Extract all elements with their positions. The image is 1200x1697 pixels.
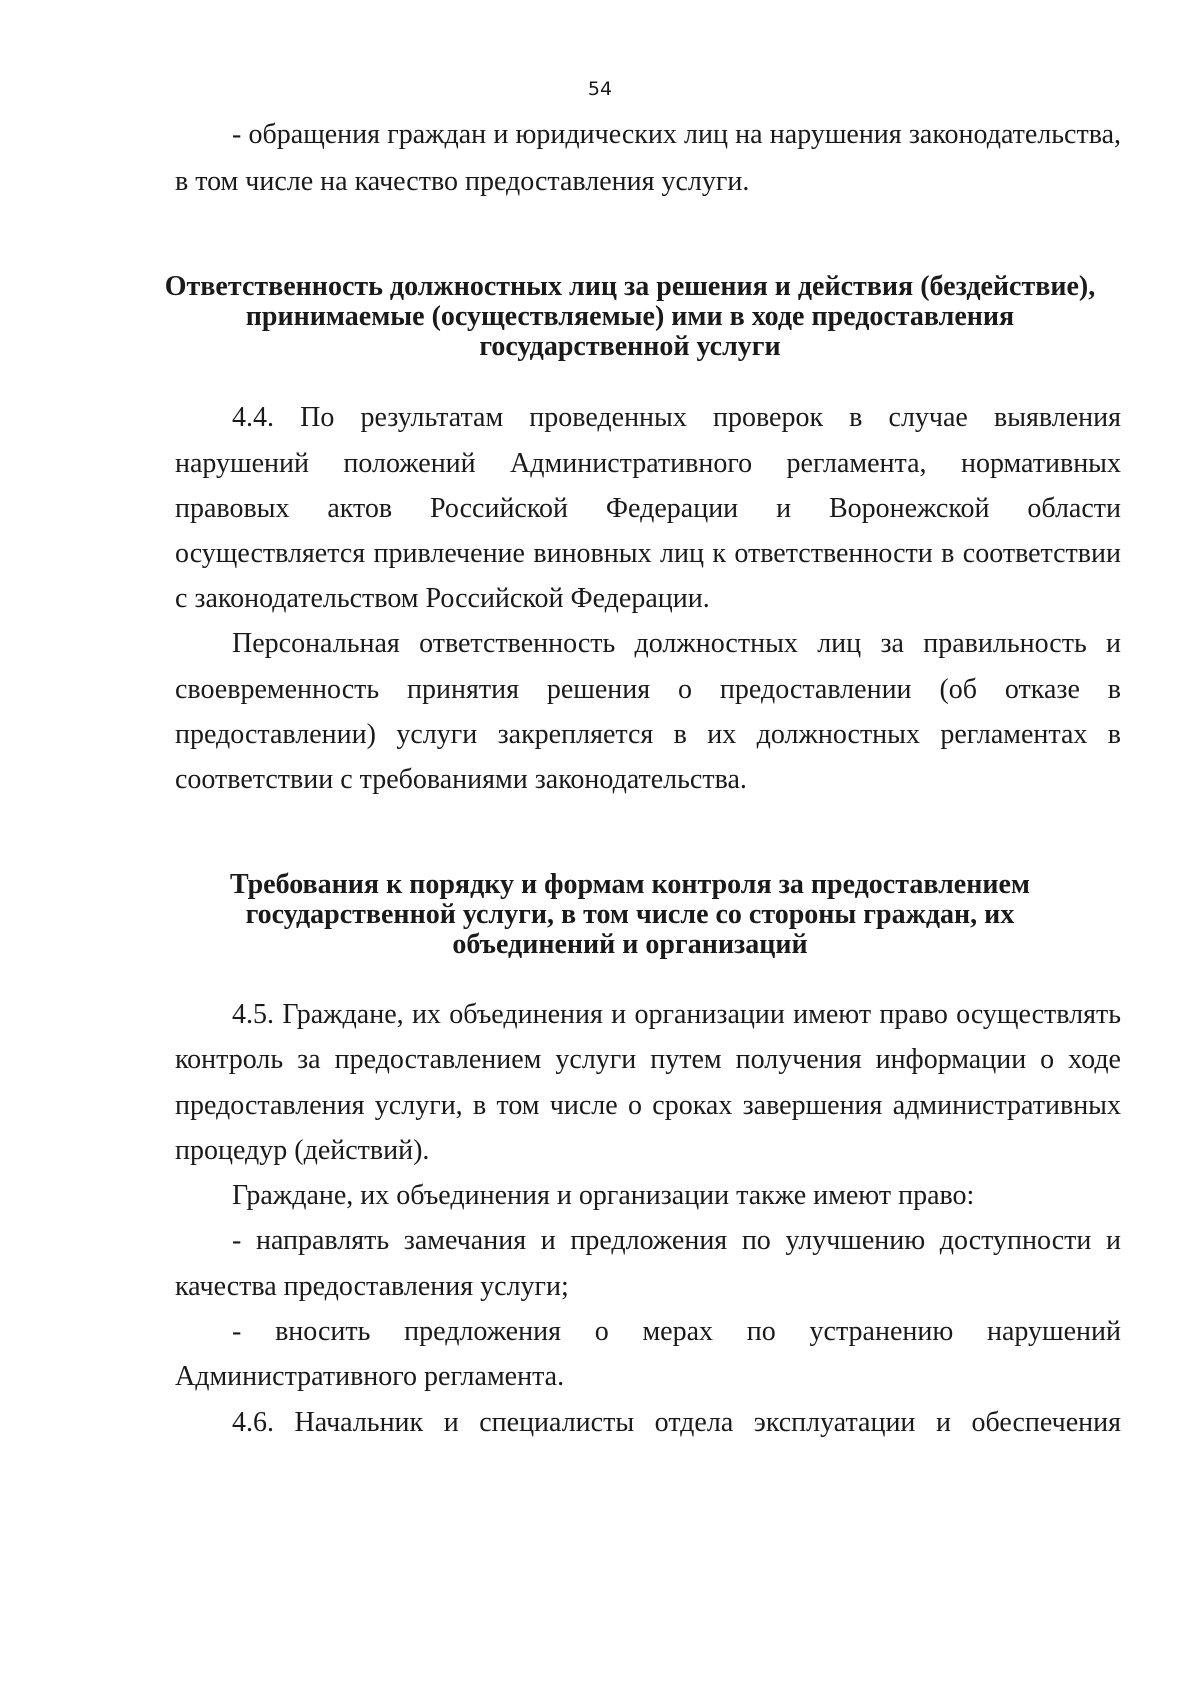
section2-p3-line-1: - направлять замечания и предложения по улучшению доступности и [232, 1225, 1121, 1256]
section1-p1-line-2: нарушений положений Административного регламента, нормативных [175, 448, 1121, 479]
section1-p2-line-1: Персональная ответственность должностных лиц за правильность и [232, 628, 1121, 659]
section2-heading-line-2: государственной услуги, в том числе со стороны граждан, их [245, 899, 1015, 930]
section1-p1-line-4: осуществляется привлечение виновных лиц к ответственности в соответствии [175, 538, 1121, 569]
section2-p1-line-1: 4.5. Граждане, их объединения и организации имеют право осуществлять [232, 999, 1121, 1030]
section2-heading-line-1: Требования к порядку и формам контроля за предоставлением [230, 869, 1030, 900]
section2-p2: Граждане, их объединения и организации также имеют право: [232, 1180, 975, 1211]
section2-p4-line-1: - вносить предложения о мерах по устранению нарушений [232, 1316, 1121, 1347]
section1-p2-line-2: своевременность принятия решения о предоставлении (об отказе в [175, 674, 1121, 705]
section2-p3-line-2: качества предоставления услуги; [175, 1271, 569, 1302]
section2-p1-line-4: процедур (действий). [175, 1135, 430, 1166]
section1-p1-line-1: 4.4. По результатам проведенных проверок в случае выявления [232, 402, 1121, 433]
intro-line-1: - обращения граждан и юридических лиц на нарушения законодательства, [232, 119, 1121, 150]
section1-heading-line-1: Ответственность должностных лиц за решения и действия (бездействие), [164, 271, 1096, 302]
intro-line-2: в том числе на качество предоставления услуги. [175, 166, 750, 197]
section2-p4-line-2: Административного регламента. [175, 1361, 565, 1392]
section2-p1-line-3: предоставления услуги, в том числе о сроках завершения административных [175, 1090, 1121, 1121]
section2-p1-line-2: контроль за предоставлением услуги путем получения информации о ходе [175, 1044, 1121, 1075]
section1-heading-line-3: государственной услуги [479, 331, 781, 362]
section1-p2-line-3: предоставлении) услуги закрепляется в их должностных регламентах в [175, 719, 1121, 750]
section1-heading-line-2: принимаемые (осуществляемые) ими в ходе предоставления [245, 301, 1015, 332]
section2-p5-line-1: 4.6. Начальник и специалисты отдела эксплуатации и обеспечения [232, 1407, 1121, 1438]
section1-p1-line-5: с законодательством Российской Федерации. [175, 583, 710, 614]
section1-p1-line-3: правовых актов Российской Федерации и Воронежской области [175, 493, 1121, 524]
section1-p2-line-4: соответствии с требованиями законодательства. [175, 764, 747, 795]
page-number: 54 [587, 78, 613, 100]
section2-heading-line-3: объединений и организаций [452, 929, 808, 960]
